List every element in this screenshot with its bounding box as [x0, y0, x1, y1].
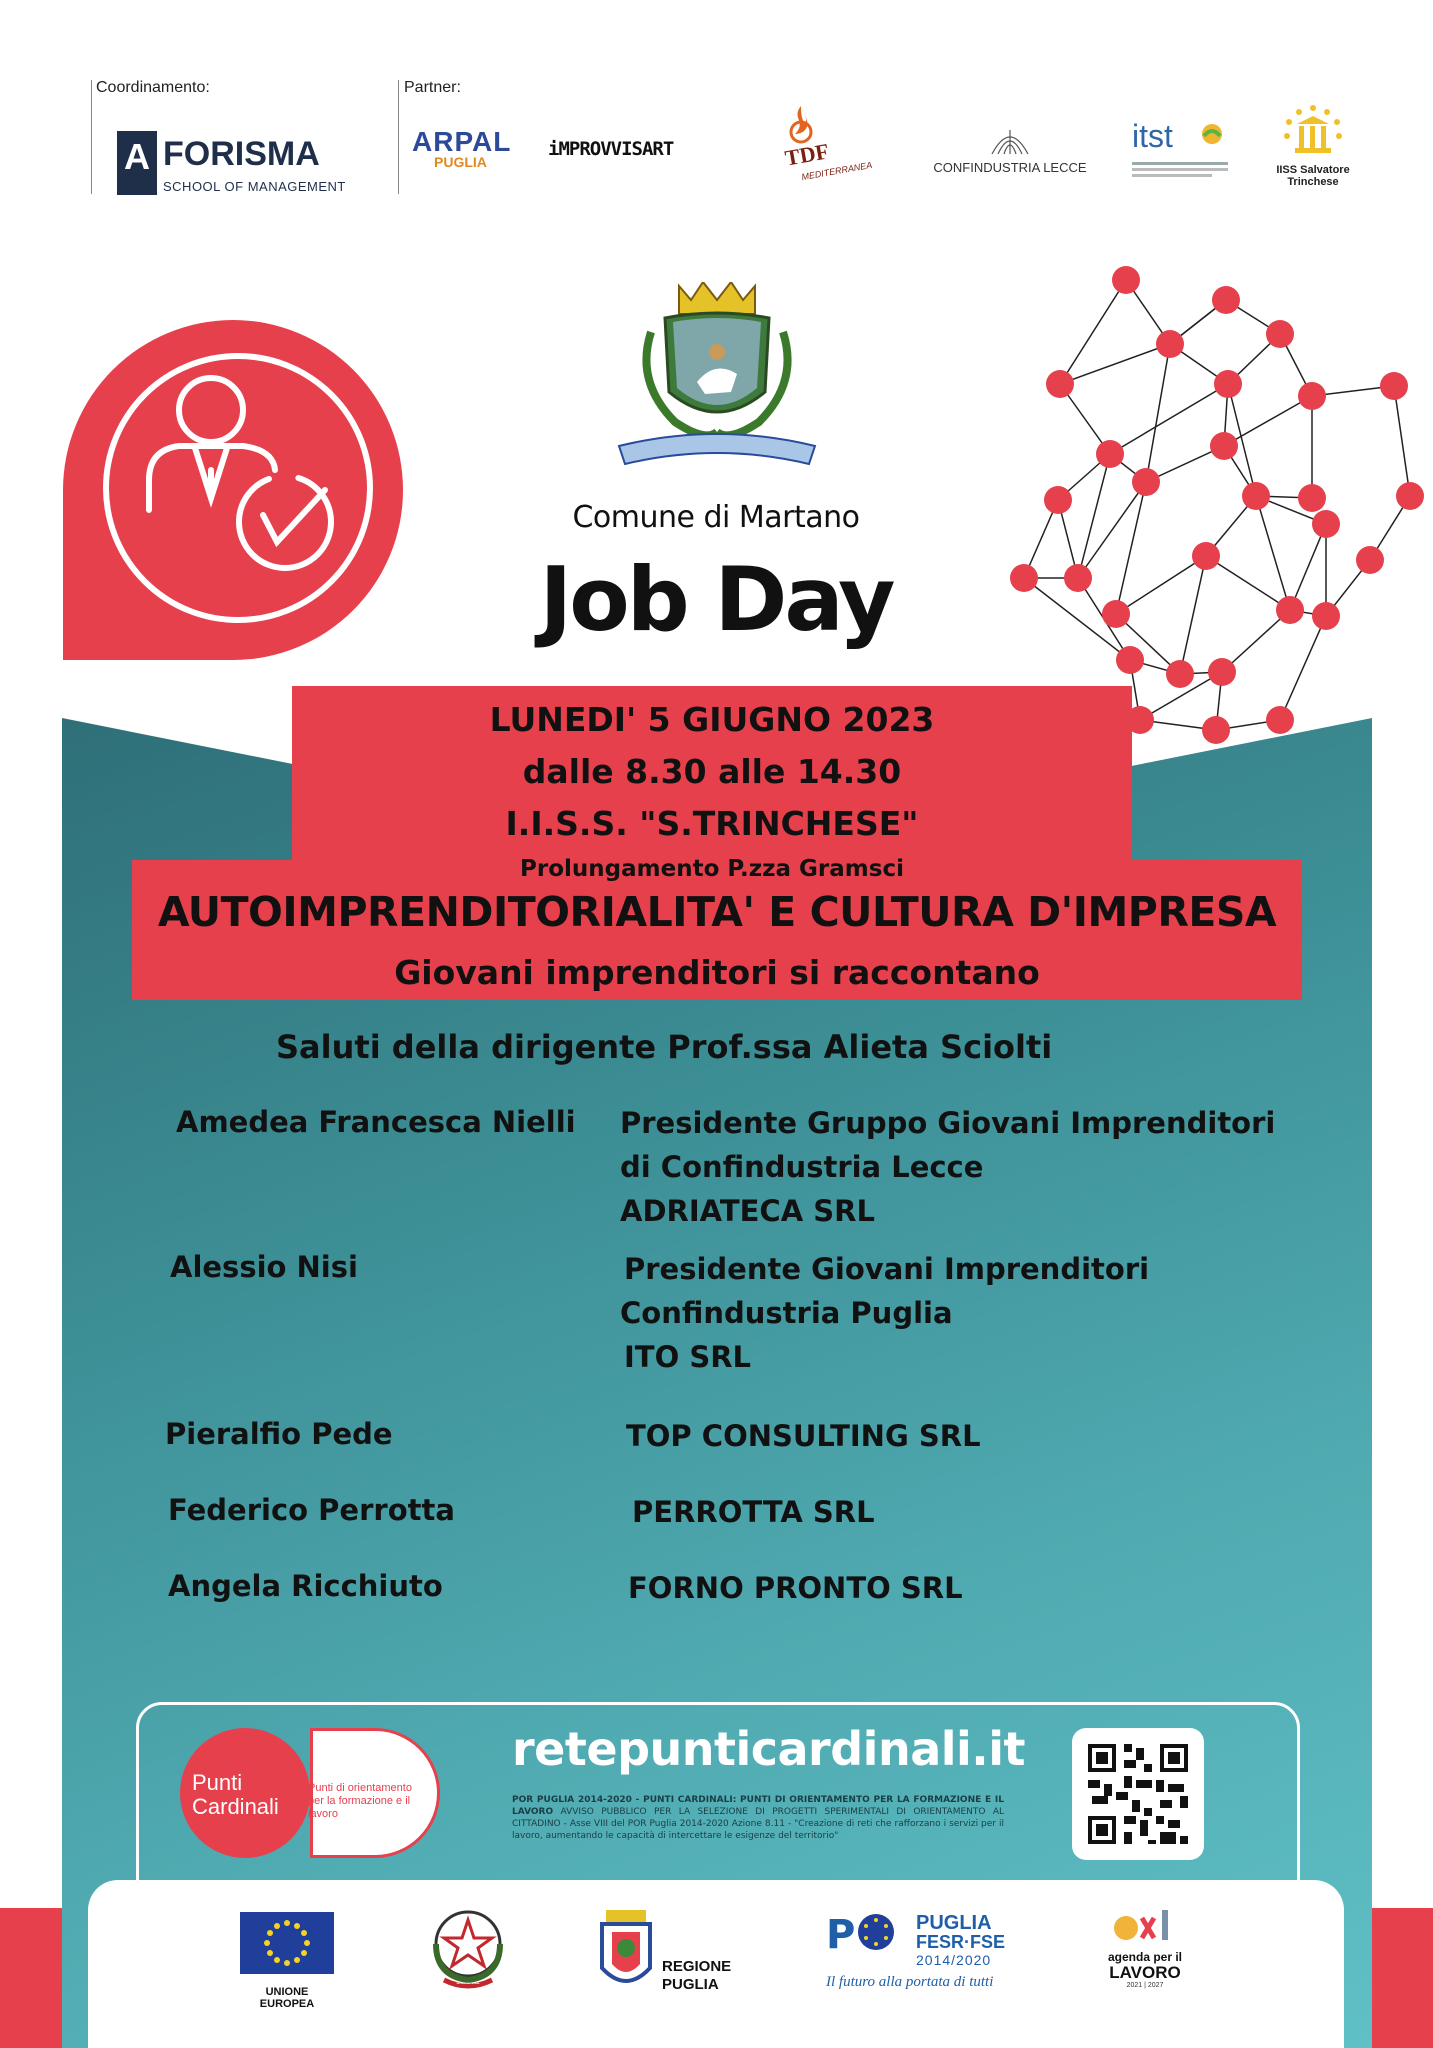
program-disclaimer — [512, 1794, 1004, 1842]
role-line: di Confindustria Lecce — [620, 1150, 984, 1184]
iiss-sub: Trinchese — [1287, 176, 1339, 188]
aforisma-logo — [117, 131, 347, 197]
brand-line1: Punti — [192, 1770, 243, 1795]
website-link[interactable]: retepunticardinali.it — [512, 1722, 1025, 1776]
confindustria-emblem-icon — [988, 124, 1032, 158]
speaker-name: Alessio Nisi — [170, 1250, 358, 1284]
agenda-icon — [1112, 1906, 1178, 1946]
event-subtitle: Giovani imprenditori si raccontano — [394, 953, 1040, 992]
role-line: Presidente Gruppo Giovani Imprenditori — [620, 1106, 1276, 1140]
event-date: LUNEDI' 5 GIUGNO 2023 — [489, 700, 935, 739]
qr-code-icon — [1072, 1728, 1204, 1860]
aforisma-mark: A — [117, 131, 157, 195]
event-time: dalle 8.30 alle 14.30 — [522, 752, 902, 791]
role-line: ADRIATECA SRL — [620, 1194, 875, 1228]
disclaimer-bold: POR PUGLIA 2014-2020 - PUNTI CARDINALI: PUNTI DI ORIENTAMENTO PER LA FORMAZIONE E IL LAVORO — [512, 1795, 1004, 1817]
punti-cardinali-logo — [180, 1728, 440, 1864]
itst-swirl-icon — [1200, 122, 1224, 146]
regione-name: REGIONE — [662, 1958, 732, 1975]
tdf-name: TDF — [783, 138, 831, 171]
agenda-years: 2021 | 2027 — [1126, 1982, 1164, 1989]
brand-line2: Cardinali — [192, 1794, 279, 1819]
greeting: Saluti della dirigente Prof.ssa Alieta Sciolti — [276, 1028, 1053, 1066]
role-line: PERROTTA SRL — [632, 1495, 875, 1529]
speaker-role — [620, 1101, 1275, 1233]
arpal-logo — [412, 126, 512, 186]
arpal-name: ARPAL — [412, 126, 512, 157]
event-venue: I.I.S.S. "S.TRINCHESE" — [505, 804, 919, 843]
event-address: Prolungamento P.zza Gramsci — [520, 856, 904, 882]
flame-icon — [781, 104, 821, 144]
speaker-role — [626, 1414, 981, 1458]
role-line: Presidente Giovani Imprenditori — [624, 1252, 1150, 1286]
iiss-name: IISS Salvatore — [1276, 164, 1350, 176]
speaker-name: Amedea Francesca Nielli — [176, 1105, 576, 1139]
puglia-crest-icon — [598, 1908, 654, 1994]
red-strip — [1372, 1908, 1433, 2048]
iiss-trinchese-logo — [1268, 104, 1358, 204]
divider — [91, 80, 92, 194]
employee-check-icon — [63, 320, 423, 660]
tdf-sub: MEDITERRANEA — [800, 159, 873, 183]
regione-sub: PUGLIA — [662, 1976, 719, 1993]
speaker-name: Pieralfio Pede — [165, 1417, 393, 1451]
por-name: PUGLIA — [916, 1912, 992, 1934]
role-line: FORNO PRONTO SRL — [628, 1571, 963, 1605]
role-line: Confindustria Puglia — [620, 1296, 953, 1330]
italian-republic-name: REPUBBLICA ITALIANA — [456, 1983, 480, 1985]
itst-name: itst — [1132, 118, 1173, 154]
agenda-sub: LAVORO — [1109, 1963, 1181, 1982]
eu-name: UNIONE EUROPEA — [259, 1986, 315, 2010]
speaker-name: Angela Ricchiuto — [168, 1569, 443, 1603]
tdf-logo — [775, 104, 875, 184]
italian-emblem-icon — [424, 1902, 512, 1994]
municipality-name: Comune di Martano — [572, 500, 860, 535]
disclaimer-text: AVVISO PUBBLICO PER LA SELEZIONE DI PROGETTI SPERIMENTALI DI ORIENTAMENTO AL CITTADINO - Asse VIII del POR Puglia 2014-2020 Azione 8.11 - "Creazione di reti che rafforzano i servizi per il lavoro, aumentando le capacità di intercettare le esigenze del territorio" — [512, 1807, 1004, 1841]
arpal-sub: PUGLIA — [434, 154, 487, 170]
por-years: 2014/2020 — [916, 1952, 992, 1968]
crest-icon — [605, 282, 830, 474]
eu-logo — [240, 1912, 334, 2010]
aforisma-sub: SCHOOL OF MANAGEMENT — [163, 179, 346, 194]
agenda-lavoro-logo — [1100, 1906, 1190, 2006]
event-title: Job Day — [539, 548, 893, 651]
por-sub: FESR·FSE — [916, 1932, 1006, 1952]
coordination-label: Coordinamento: — [96, 79, 210, 96]
improvvisart-logo: iMPROVVISART — [548, 138, 674, 160]
speaker-role — [620, 1247, 1150, 1379]
por-tagline: Il futuro alla portata di tutti — [826, 1974, 994, 1990]
confindustria-logo — [930, 124, 1090, 184]
italian-republic-logo — [424, 1902, 512, 1994]
speaker-role — [632, 1490, 875, 1534]
agenda-name: agenda per il — [1107, 1950, 1183, 1964]
event-theme: AUTOIMPRENDITORIALITA' E CULTURA D'IMPRESA — [157, 888, 1277, 936]
itst-logo — [1132, 118, 1232, 188]
regione-puglia-logo — [598, 1908, 748, 2000]
confindustria-name: CONFINDUSTRIA LECCE — [933, 160, 1087, 175]
role-line: TOP CONSULTING SRL — [626, 1419, 981, 1453]
temple-icon — [1283, 104, 1343, 160]
svg-text:P: P — [826, 1912, 856, 1954]
por-puglia-logo — [826, 1910, 1026, 2000]
speaker-name: Federico Perrotta — [168, 1493, 455, 1527]
partner-label: Partner: — [404, 79, 461, 96]
role-line: ITO SRL — [624, 1340, 752, 1374]
martano-coat-of-arms — [605, 282, 830, 474]
user-badge — [63, 320, 423, 660]
aforisma-name: FORISMA — [163, 135, 320, 173]
divider — [398, 80, 399, 194]
red-strip — [0, 1908, 62, 2048]
qr-code[interactable] — [1072, 1728, 1204, 1860]
por-logo-icon — [826, 1910, 910, 1954]
eu-flag-icon — [240, 1912, 334, 1974]
brand-tag: Punti di orientamento per la formazione e il lavoro — [308, 1782, 412, 1820]
speaker-role — [628, 1566, 963, 1610]
